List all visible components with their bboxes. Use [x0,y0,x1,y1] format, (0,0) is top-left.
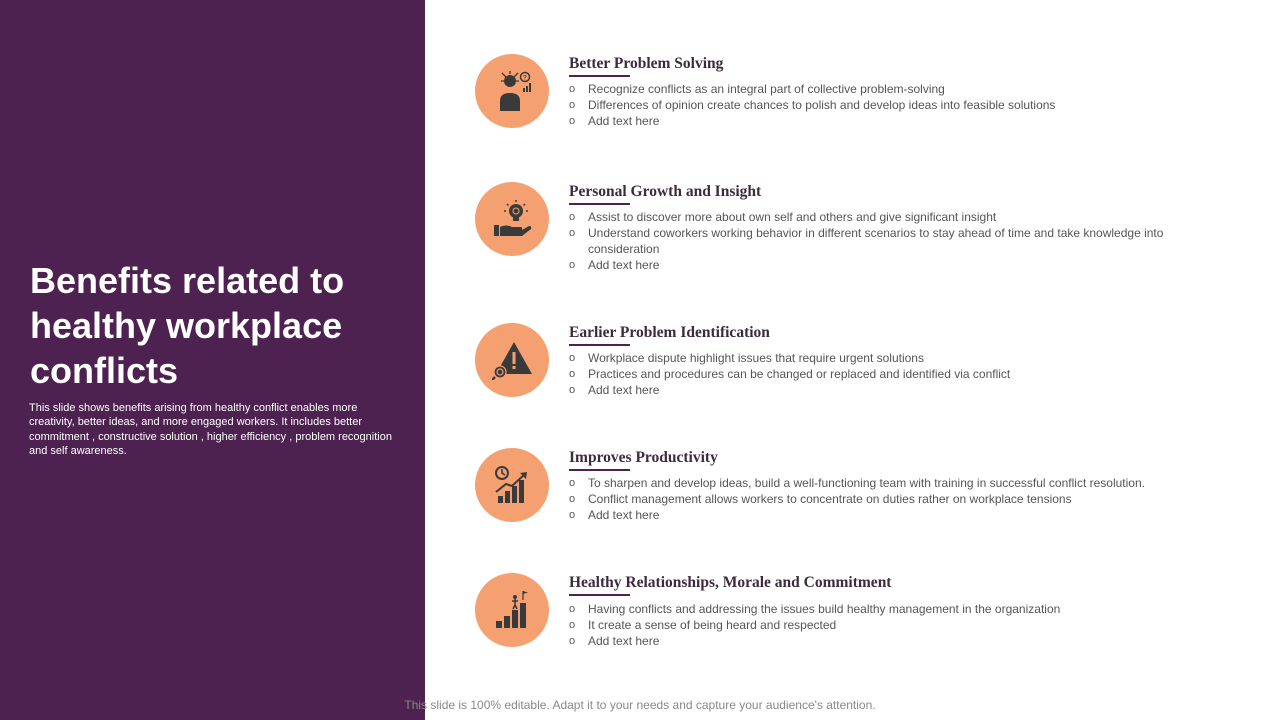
bullet-list [569,81,1209,129]
bullet-marker: o [569,352,576,364]
bullet-marker: o [569,384,576,396]
bullet-marker: o [569,259,576,271]
list-item [569,491,1229,507]
list-item [569,366,1209,382]
bullet-text: Assist to discover more about own self and others and give significant insight [588,210,997,224]
warning-search-icon [492,340,532,380]
list-item [569,97,1209,113]
bullet-text: Having conflicts and addressing the issues build healthy management in the organization [588,602,1061,616]
icon-circle [475,323,549,397]
bullet-list [569,209,1199,273]
benefit-item-improves-productivity [475,448,1255,558]
icon-circle [475,448,549,522]
bullet-text: Conflict management allows workers to concentrate on duties rather on workplace tensions [588,492,1072,506]
list-item [569,81,1209,97]
bullet-marker: o [569,619,576,631]
success-stairs-icon [492,590,532,630]
list-item [569,225,1199,257]
bullet-list [569,475,1229,523]
benefit-heading: Earlier Problem Identification [569,324,770,341]
heading-underline [569,344,630,346]
heading-underline [569,594,630,596]
icon-circle [475,182,549,256]
benefit-item-earlier-identification [475,323,1255,433]
list-item [569,475,1229,491]
bullet-marker: o [569,115,576,127]
person-idea-icon [492,71,532,111]
bullet-marker: o [569,99,576,111]
growth-chart-icon [492,465,532,505]
benefit-item-personal-growth [475,182,1255,292]
bullet-text: Add text here [588,508,660,522]
bullet-text: Understand coworkers working behavior in different scenarios to stay ahead of time and take knowledge into consideration [588,226,1164,256]
bullet-marker: o [569,603,576,615]
heading-underline [569,203,630,205]
list-item [569,382,1209,398]
bullet-marker: o [569,227,576,239]
benefit-item-healthy-relationships [475,573,1255,683]
list-item [569,633,1209,649]
list-item [569,350,1209,366]
list-item [569,113,1209,129]
bullet-text: Workplace dispute highlight issues that require urgent solutions [588,351,924,365]
list-item [569,257,1199,273]
bullet-marker: o [569,635,576,647]
bullet-text: It create a sense of being heard and respected [588,618,837,632]
icon-circle [475,573,549,647]
bullet-marker: o [569,211,576,223]
heading-underline [569,469,630,471]
svg-text:?: ? [523,75,527,82]
list-item [569,209,1199,225]
benefit-heading: Healthy Relationships, Morale and Commitment [569,574,892,591]
benefit-heading: Better Problem Solving [569,55,724,72]
bullet-text: Recognize conflicts as an integral part of collective problem-solving [588,82,945,96]
slide-title: Benefits related to healthy workplace conflicts [30,260,345,391]
list-item [569,507,1229,523]
bullet-text: Add text here [588,383,660,397]
hand-lightbulb-icon [492,199,532,239]
bullet-text: Practices and procedures can be changed or replaced and identified via conflict [588,367,1011,381]
footer-note: This slide is 100% editable. Adapt it to your needs and capture your audience's attention. [404,698,876,712]
benefit-item-better-problem-solving [475,54,1255,164]
title-panel [0,0,425,720]
bullet-text: To sharpen and develop ideas, build a well-functioning team with training in successful conflict resolution. [588,476,1145,490]
bullet-text: Add text here [588,114,660,128]
bullet-marker: o [569,509,576,521]
bullet-marker: o [569,477,576,489]
list-item [569,601,1209,617]
bullet-marker: o [569,493,576,505]
benefit-heading: Improves Productivity [569,449,718,466]
heading-underline [569,75,630,77]
bullet-marker: o [569,368,576,380]
bullet-list [569,350,1209,398]
benefit-heading: Personal Growth and Insight [569,183,762,200]
icon-circle [475,54,549,128]
list-item [569,617,1209,633]
bullet-text: Add text here [588,258,660,272]
bullet-marker: o [569,83,576,95]
bullet-text: Add text here [588,634,660,648]
slide-description: This slide shows benefits arising from healthy conflict enables more creativity, better ideas, and more engaged workers. It includes better commitment , constructive solution , higher efficiency , problem recognition and self awareness. [29,402,392,457]
bullet-text: Differences of opinion create chances to polish and develop ideas into feasible solutions [588,98,1056,112]
bullet-list [569,601,1209,649]
